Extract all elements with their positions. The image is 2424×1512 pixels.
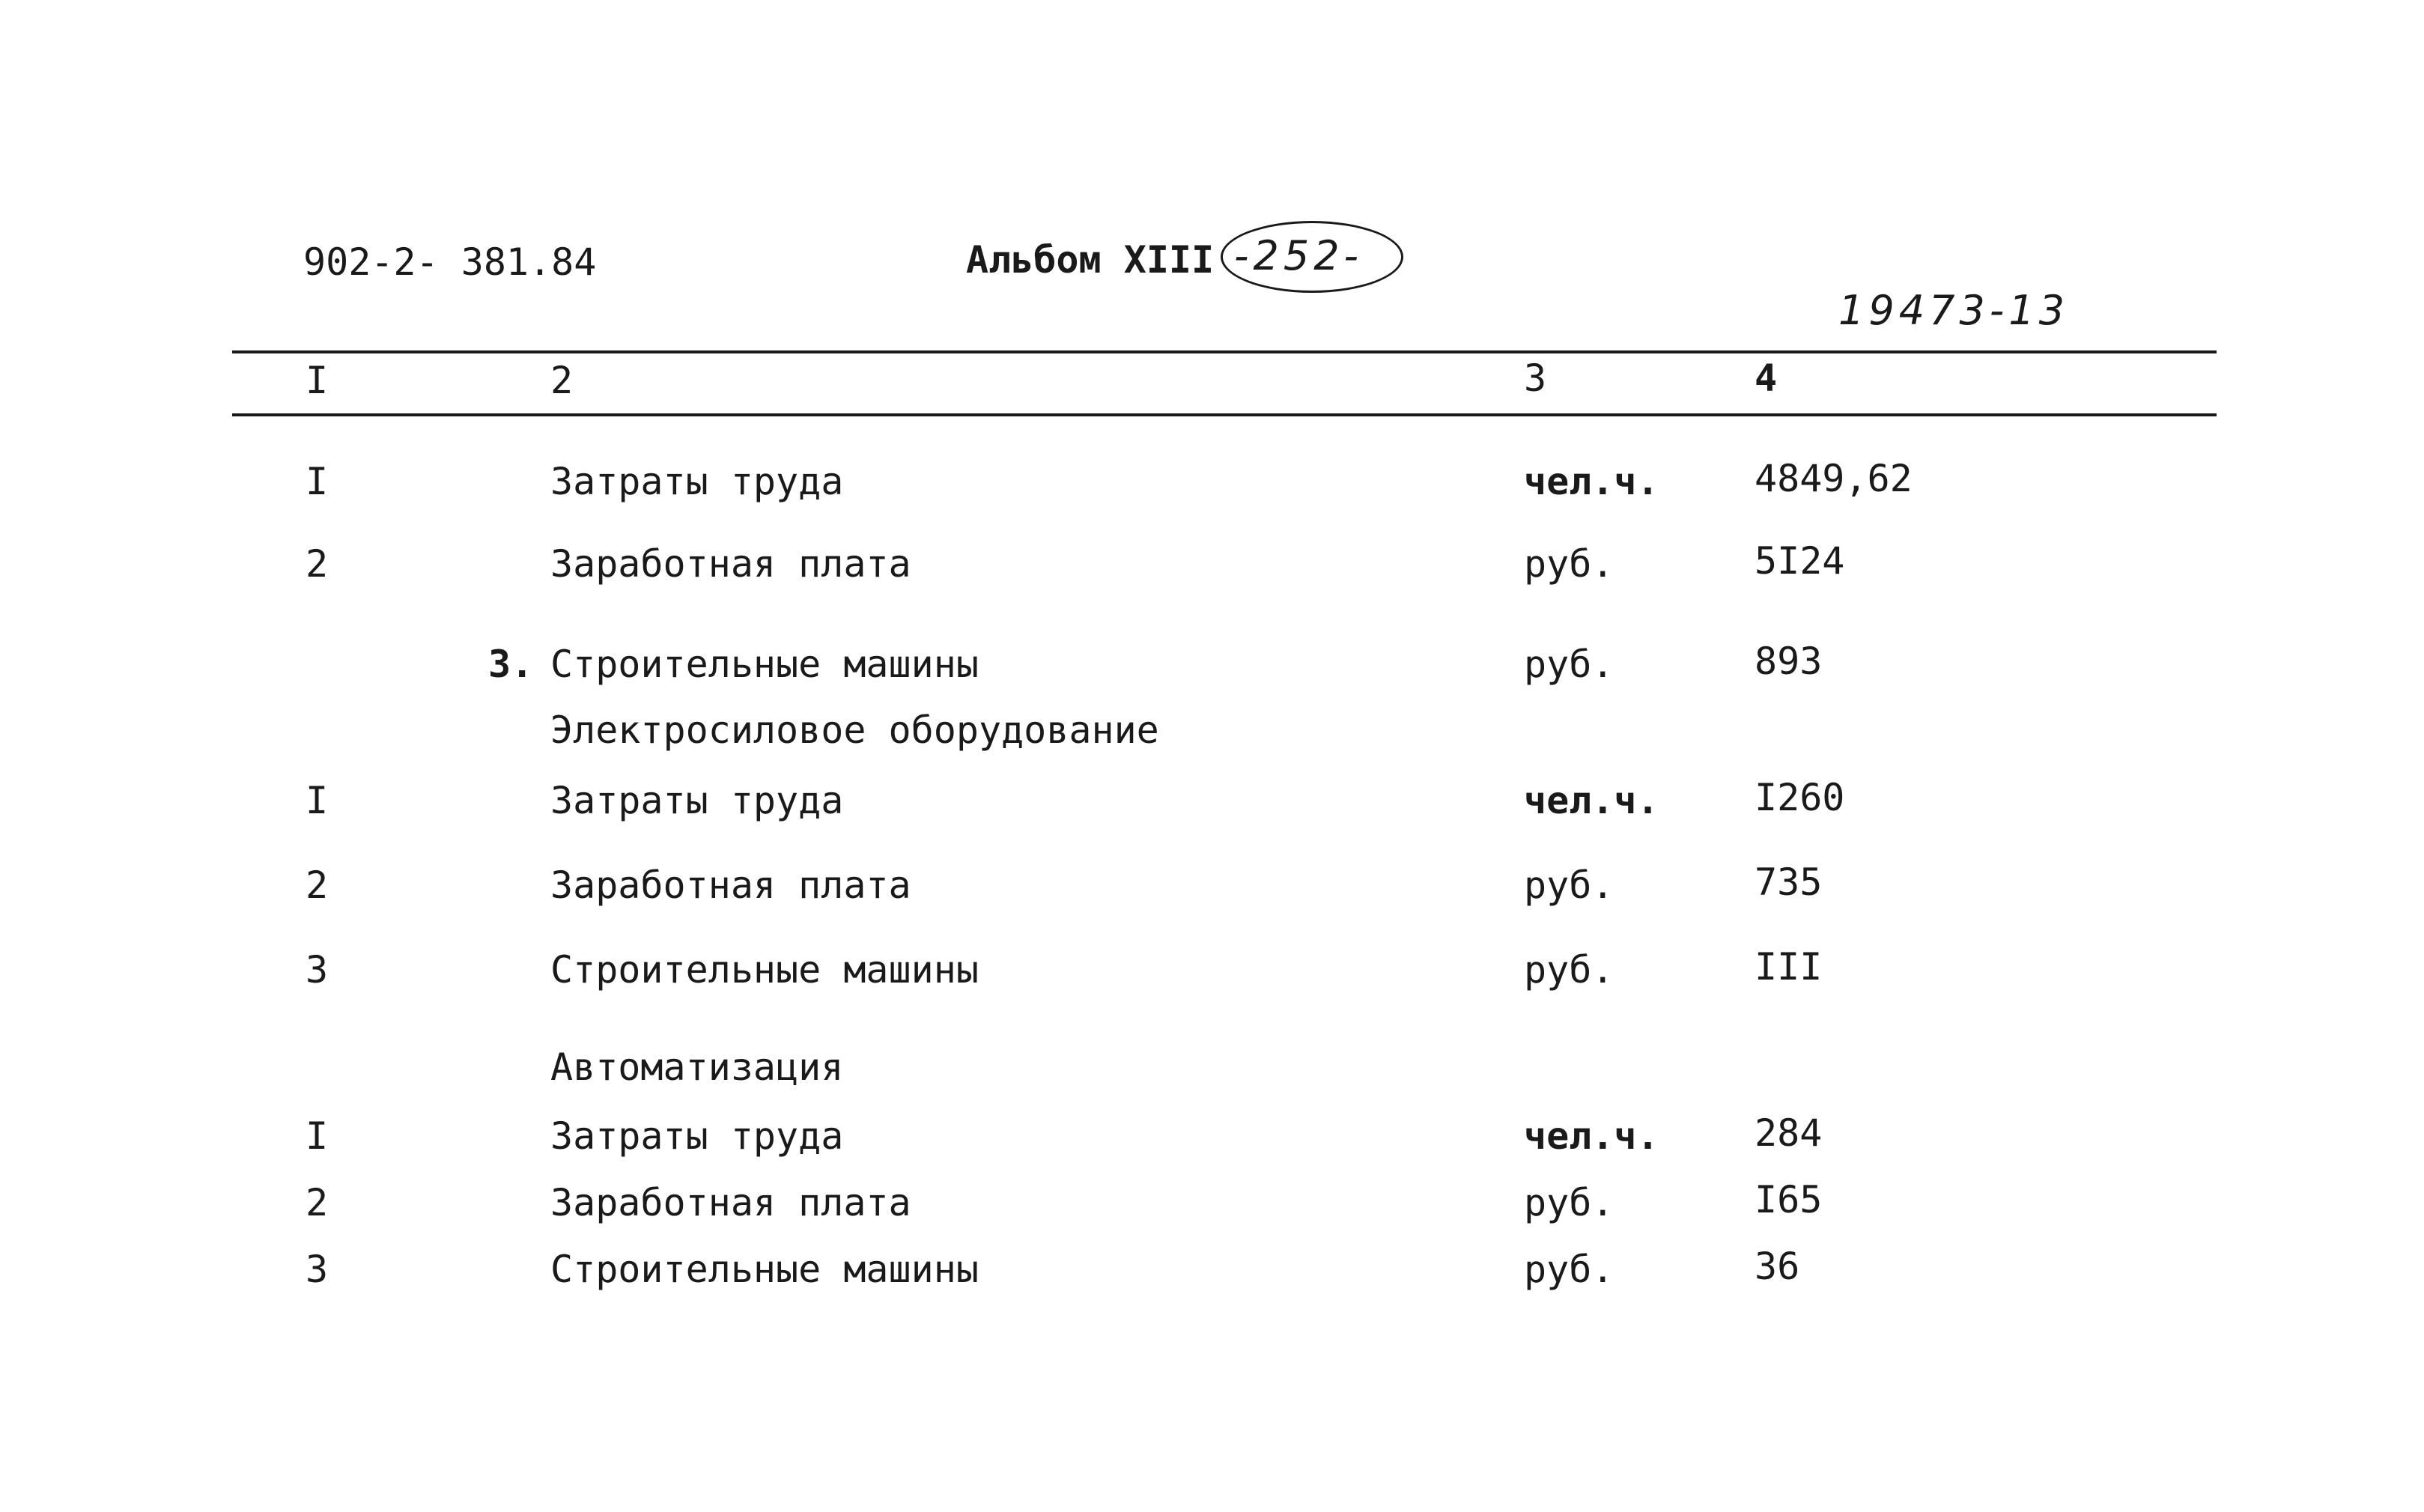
row-value: III <box>1755 945 1823 989</box>
row-name: Затраты труда <box>550 1114 844 1158</box>
row-name: Строительные машины <box>550 643 979 686</box>
row-number: 3. <box>488 643 534 686</box>
column-header-4: 4 <box>1755 356 1778 400</box>
row-unit: руб. <box>1524 542 1615 586</box>
album-label: Альбом XIII <box>966 238 1215 282</box>
row-number: I <box>306 460 329 503</box>
table-top-rule <box>232 350 2217 353</box>
row-value: 735 <box>1755 860 1823 904</box>
row-unit: руб. <box>1524 1181 1615 1224</box>
row-value: 893 <box>1755 640 1823 683</box>
row-unit: чел.ч. <box>1524 1114 1659 1158</box>
row-value: I65 <box>1755 1178 1823 1221</box>
page-number: -252- <box>1234 232 1364 279</box>
row-unit: чел.ч. <box>1524 460 1659 503</box>
document-code: 902-2- 381.84 <box>303 240 597 284</box>
table-header-rule <box>232 413 2217 416</box>
row-number: I <box>306 1114 329 1158</box>
row-unit: руб. <box>1524 643 1615 686</box>
handwritten-reference: 19473-13 <box>1838 287 2069 334</box>
row-unit: руб. <box>1524 948 1615 992</box>
row-name: Затраты труда <box>550 779 844 822</box>
row-number: 3 <box>306 1248 329 1291</box>
row-value: 36 <box>1755 1245 1800 1288</box>
row-value: 4849,62 <box>1755 457 1913 500</box>
row-number: 3 <box>306 948 329 992</box>
row-unit: руб. <box>1524 863 1615 907</box>
row-name: Заработная плата <box>550 542 911 586</box>
row-name: Затраты труда <box>550 460 844 503</box>
row-name: Строительные машины <box>550 948 979 992</box>
row-number: 2 <box>306 1181 329 1224</box>
row-number: 2 <box>306 863 329 907</box>
row-value: 284 <box>1755 1111 1823 1155</box>
column-header-3: 3 <box>1524 356 1547 400</box>
row-name: Заработная плата <box>550 863 911 907</box>
column-header-1: I <box>306 359 329 402</box>
column-header-2: 2 <box>550 359 574 402</box>
section-heading: Автоматизация <box>550 1045 844 1089</box>
row-number: 2 <box>306 542 329 586</box>
row-unit: чел.ч. <box>1524 779 1659 822</box>
row-unit: руб. <box>1524 1248 1615 1291</box>
row-number: I <box>306 779 329 822</box>
row-value: 5I24 <box>1755 539 1845 583</box>
section-heading: Электросиловое оборудование <box>550 708 1159 752</box>
row-value: I260 <box>1755 776 1845 819</box>
row-name: Заработная плата <box>550 1181 911 1224</box>
row-name: Строительные машины <box>550 1248 979 1291</box>
